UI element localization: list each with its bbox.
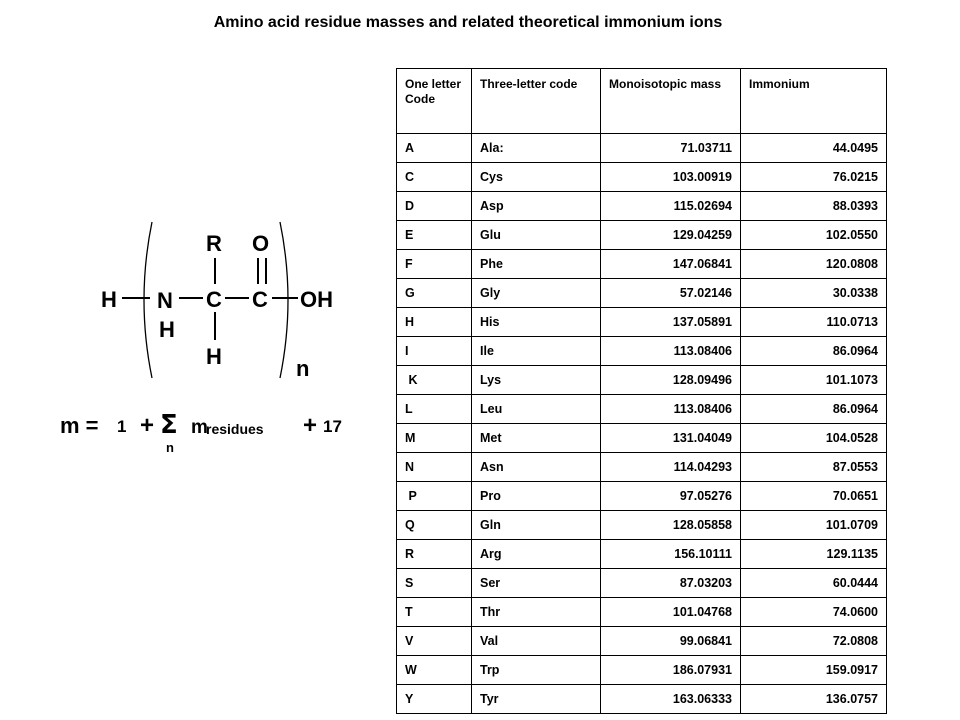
cell-monoisotopic-mass: 71.03711 [601, 134, 741, 163]
cell-monoisotopic-mass: 87.03203 [601, 569, 741, 598]
cell-immonium: 86.0964 [741, 337, 887, 366]
table-row [397, 337, 887, 366]
cell-immonium: 87.0553 [741, 453, 887, 482]
cell-monoisotopic-mass: 129.04259 [601, 221, 741, 250]
cell-one-letter: K [397, 366, 472, 395]
cell-three-letter: Met [472, 424, 601, 453]
cell-one-letter: P [397, 482, 472, 511]
cell-one-letter: E [397, 221, 472, 250]
cell-immonium: 60.0444 [741, 569, 887, 598]
cell-one-letter: L [397, 395, 472, 424]
formula-residues-subscript: residues [206, 421, 264, 437]
header-immonium: Immonium [741, 69, 887, 134]
table-row [397, 192, 887, 221]
table-row [397, 511, 887, 540]
cell-one-letter: R [397, 540, 472, 569]
cell-three-letter: Tyr [472, 685, 601, 714]
cell-one-letter: G [397, 279, 472, 308]
cell-immonium: 101.0709 [741, 511, 887, 540]
cell-monoisotopic-mass: 131.04049 [601, 424, 741, 453]
cell-one-letter: W [397, 656, 472, 685]
table-row [397, 540, 887, 569]
cell-immonium: 102.0550 [741, 221, 887, 250]
cell-three-letter: Asp [472, 192, 601, 221]
cell-three-letter: Thr [472, 598, 601, 627]
cell-immonium: 88.0393 [741, 192, 887, 221]
formula-m: m [191, 417, 208, 438]
table-row [397, 366, 887, 395]
cell-one-letter: F [397, 250, 472, 279]
cell-three-letter: Gln [472, 511, 601, 540]
formula-seventeen: 17 [323, 417, 342, 436]
atom-c-carbonyl: C [252, 287, 268, 312]
cell-three-letter: Cys [472, 163, 601, 192]
formula-sum-index: n [166, 440, 174, 455]
atom-o: O [252, 231, 270, 256]
table-row [397, 424, 887, 453]
table-row [397, 453, 887, 482]
formula-one: 1 [117, 417, 127, 436]
table-row [397, 627, 887, 656]
page-title: Amino acid residue masses and related theoretical immonium ions [213, 14, 723, 31]
cell-one-letter: I [397, 337, 472, 366]
left-bracket [144, 222, 152, 378]
cell-three-letter: Leu [472, 395, 601, 424]
table-row [397, 685, 887, 714]
cell-immonium: 44.0495 [741, 134, 887, 163]
table-row [397, 221, 887, 250]
atom-c-alpha: C [206, 287, 222, 312]
table-row [397, 569, 887, 598]
cell-immonium: 76.0215 [741, 163, 887, 192]
cell-monoisotopic-mass: 113.08406 [601, 337, 741, 366]
cell-one-letter: Q [397, 511, 472, 540]
cell-monoisotopic-mass: 99.06841 [601, 627, 741, 656]
cell-three-letter: Ser [472, 569, 601, 598]
cell-immonium: 159.0917 [741, 656, 887, 685]
cell-immonium: 72.0808 [741, 627, 887, 656]
cell-three-letter: Gly [472, 279, 601, 308]
cell-monoisotopic-mass: 128.09496 [601, 366, 741, 395]
cell-three-letter: Glu [472, 221, 601, 250]
cell-monoisotopic-mass: 115.02694 [601, 192, 741, 221]
cell-one-letter: T [397, 598, 472, 627]
residue-mass-table [396, 68, 887, 714]
atom-h-amine: H [159, 317, 175, 342]
cell-three-letter: Pro [472, 482, 601, 511]
cell-immonium: 74.0600 [741, 598, 887, 627]
cell-three-letter: Arg [472, 540, 601, 569]
table-row [397, 308, 887, 337]
cell-one-letter: A [397, 134, 472, 163]
cell-immonium: 129.1135 [741, 540, 887, 569]
right-bracket [280, 222, 288, 378]
repeat-subscript-n: n [296, 356, 310, 381]
table-row [397, 482, 887, 511]
cell-monoisotopic-mass: 128.05858 [601, 511, 741, 540]
table-row [397, 656, 887, 685]
cell-monoisotopic-mass: 137.05891 [601, 308, 741, 337]
atom-r: R [206, 231, 222, 256]
header-three-letter: Three-letter code [472, 69, 601, 134]
cell-monoisotopic-mass: 97.05276 [601, 482, 741, 511]
cell-immonium: 110.0713 [741, 308, 887, 337]
table-body [397, 134, 887, 714]
formula-plus-2: + [303, 412, 318, 439]
atom-oh: OH [300, 287, 333, 312]
cell-monoisotopic-mass: 186.07931 [601, 656, 741, 685]
cell-immonium: 136.0757 [741, 685, 887, 714]
cell-three-letter: Val [472, 627, 601, 656]
cell-monoisotopic-mass: 156.10111 [601, 540, 741, 569]
cell-one-letter: D [397, 192, 472, 221]
cell-three-letter: His [472, 308, 601, 337]
cell-one-letter: V [397, 627, 472, 656]
table-row [397, 250, 887, 279]
cell-one-letter: Y [397, 685, 472, 714]
cell-monoisotopic-mass: 57.02146 [601, 279, 741, 308]
formula-m-label: m = [60, 413, 99, 438]
cell-monoisotopic-mass: 113.08406 [601, 395, 741, 424]
header-monoisotopic-mass: Monoisotopic mass [601, 69, 741, 134]
cell-immonium: 70.0651 [741, 482, 887, 511]
cell-one-letter: C [397, 163, 472, 192]
cell-three-letter: Ala: [472, 134, 601, 163]
cell-immonium: 101.1073 [741, 366, 887, 395]
formula-sigma: Σ [160, 410, 178, 440]
table-row [397, 395, 887, 424]
cell-three-letter: Lys [472, 366, 601, 395]
table-row [397, 163, 887, 192]
atom-h-alpha: H [206, 344, 222, 369]
cell-immonium: 86.0964 [741, 395, 887, 424]
cell-immonium: 30.0338 [741, 279, 887, 308]
cell-three-letter: Phe [472, 250, 601, 279]
cell-monoisotopic-mass: 147.06841 [601, 250, 741, 279]
cell-monoisotopic-mass: 101.04768 [601, 598, 741, 627]
header-one-letter: One letter Code [397, 69, 472, 134]
atom-n: N [157, 288, 173, 313]
cell-monoisotopic-mass: 103.00919 [601, 163, 741, 192]
table-row [397, 134, 887, 163]
cell-one-letter: S [397, 569, 472, 598]
table-row [397, 598, 887, 627]
cell-three-letter: Asn [472, 453, 601, 482]
cell-one-letter: N [397, 453, 472, 482]
table-row [397, 279, 887, 308]
cell-one-letter: H [397, 308, 472, 337]
atom-h-terminal: H [101, 287, 117, 312]
cell-immonium: 104.0528 [741, 424, 887, 453]
table-header-row [397, 69, 887, 134]
cell-three-letter: Ile [472, 337, 601, 366]
cell-three-letter: Trp [472, 656, 601, 685]
formula-plus-1: + [140, 412, 155, 439]
cell-immonium: 120.0808 [741, 250, 887, 279]
cell-one-letter: M [397, 424, 472, 453]
cell-monoisotopic-mass: 114.04293 [601, 453, 741, 482]
cell-monoisotopic-mass: 163.06333 [601, 685, 741, 714]
